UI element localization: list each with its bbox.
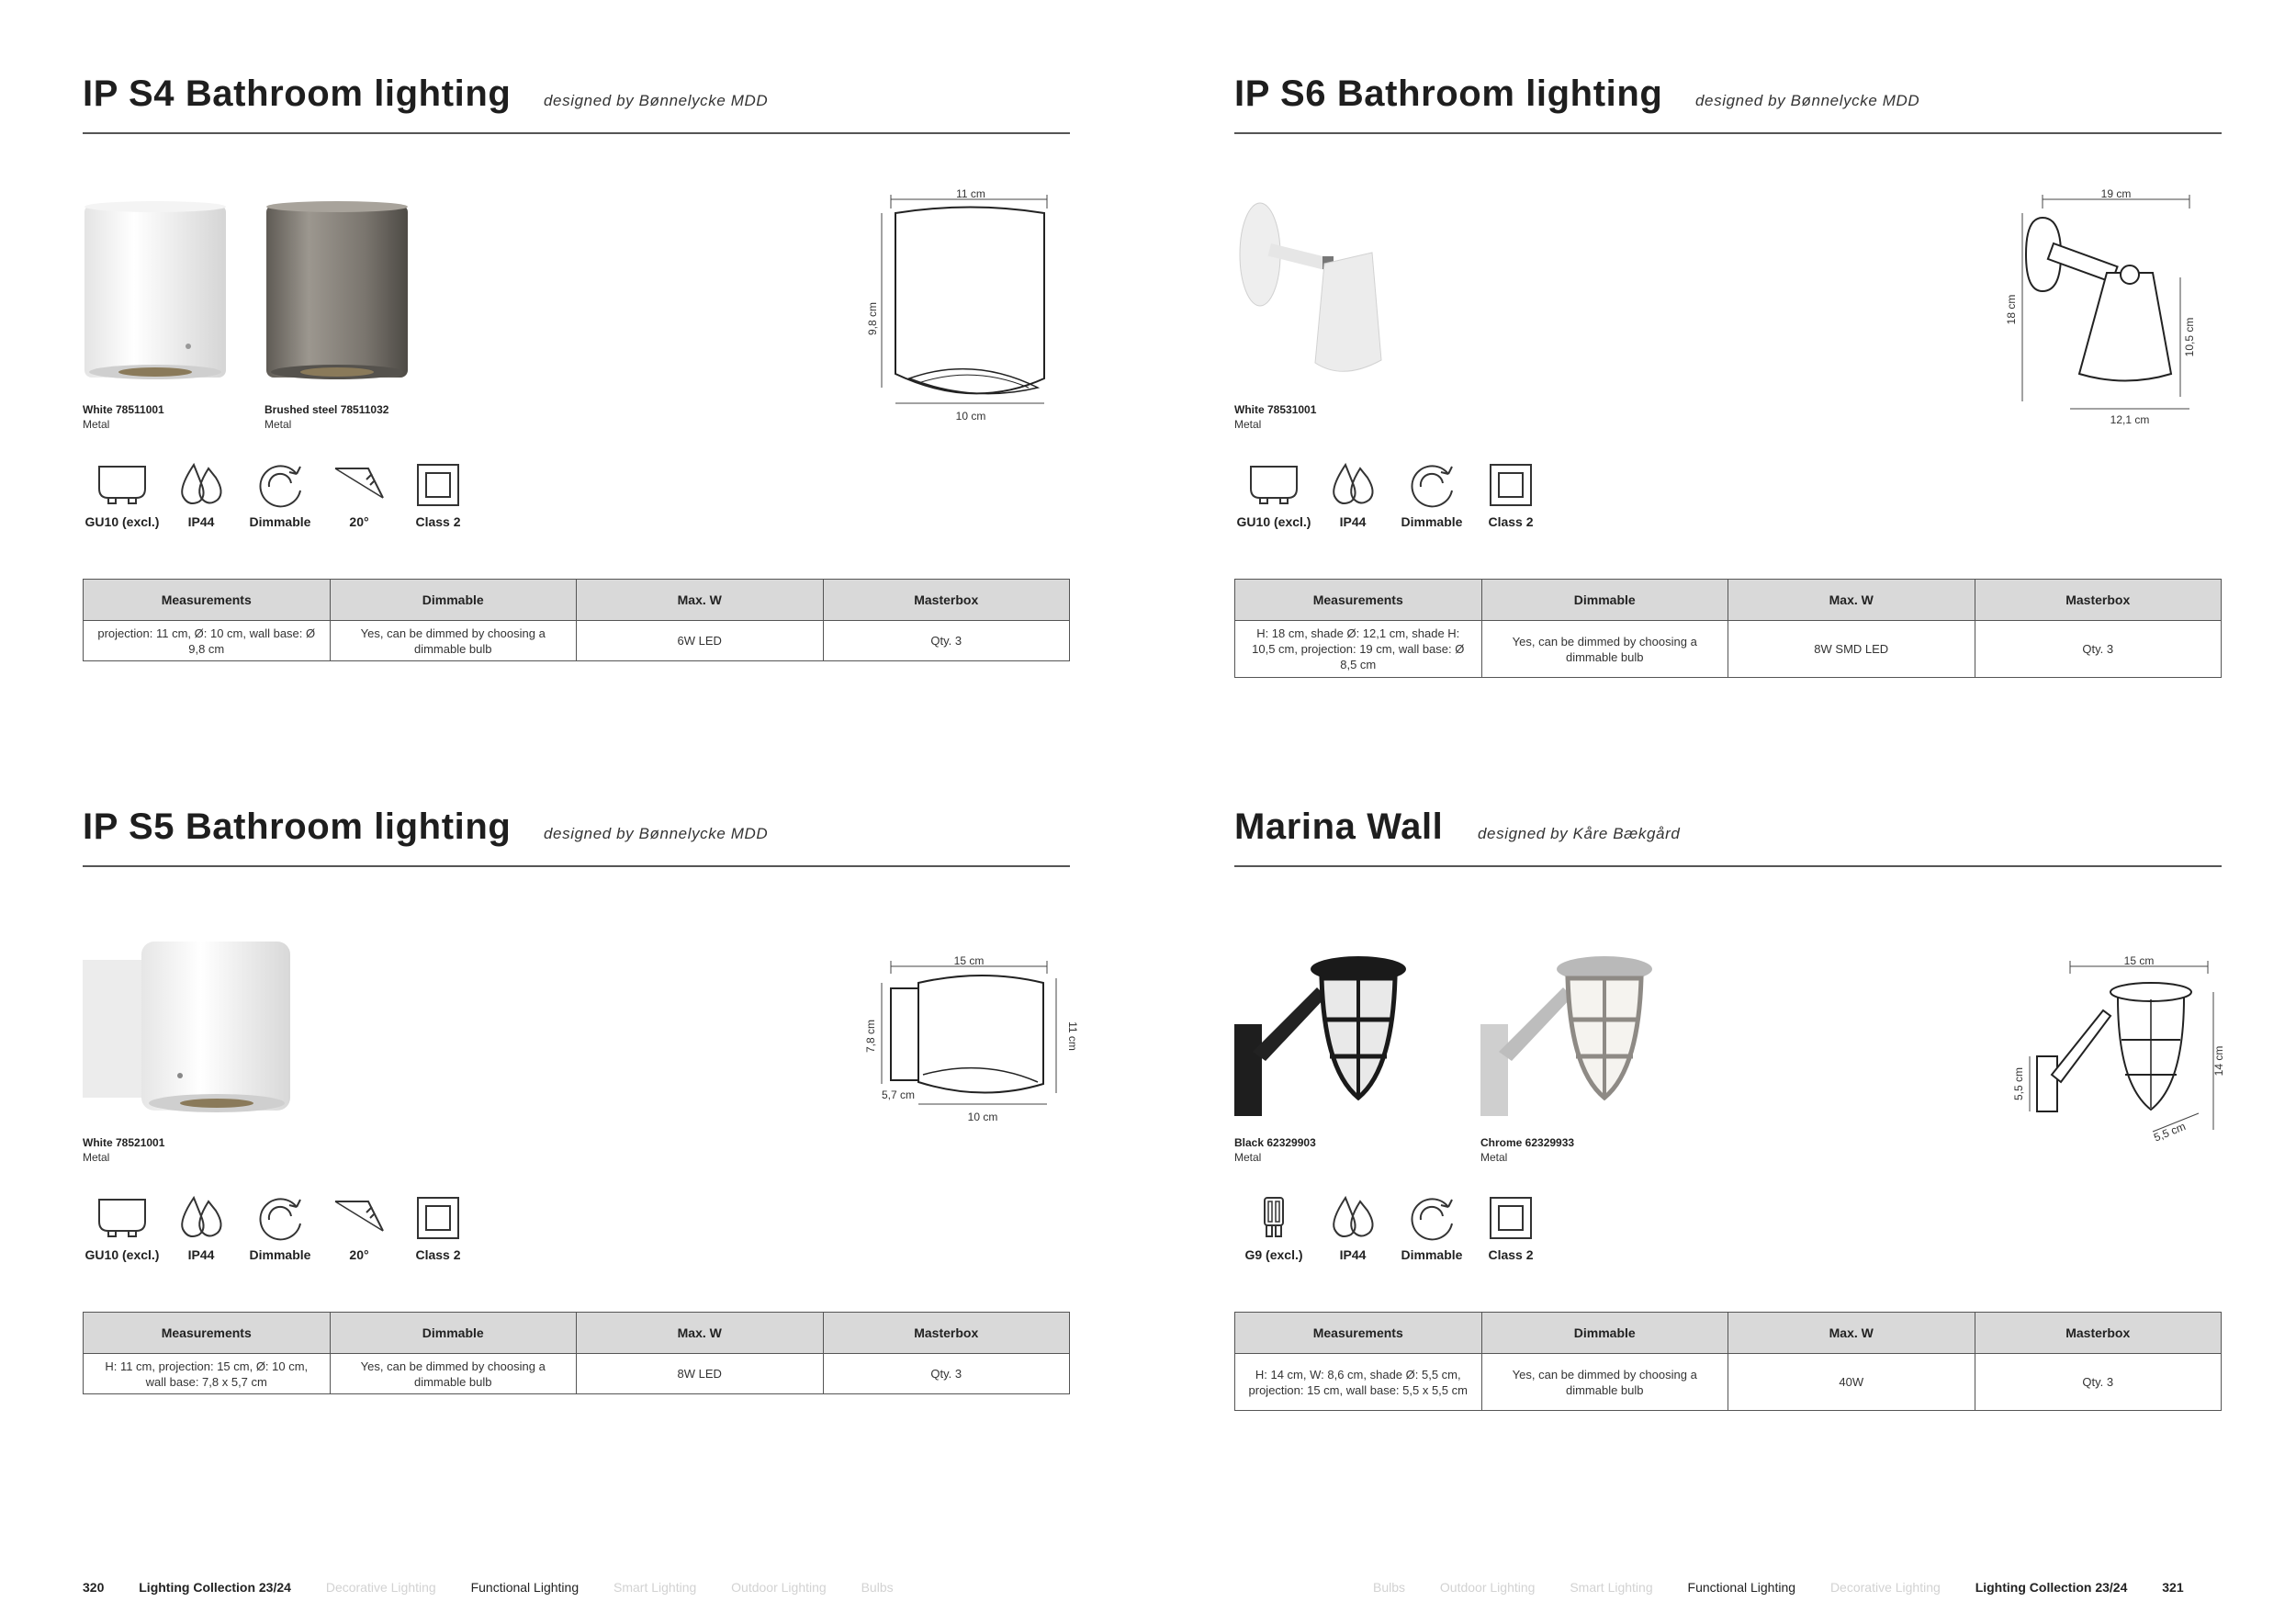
- class-2-icon: [411, 461, 466, 511]
- designer-credit: designed by Bønnelycke MDD: [544, 825, 769, 842]
- col-measurements: Measurements: [1235, 1313, 1482, 1354]
- cell-dimmable: Yes, can be dimmed by choosing a dimmable bulb: [1481, 1354, 1728, 1411]
- feature-icons: [83, 1194, 560, 1295]
- feature-dimmable: [241, 461, 320, 530]
- feature-g9: [1234, 1194, 1313, 1263]
- product-name: White 78521001: [83, 1136, 165, 1149]
- gu10-icon: [1246, 461, 1301, 511]
- feature-label: IP44: [187, 514, 215, 529]
- nav-link-smart[interactable]: Smart Lighting: [1570, 1580, 1653, 1595]
- dim-width-label: 15 cm: [2123, 954, 2155, 967]
- feature-label: Class 2: [415, 514, 461, 529]
- feature-label: Dimmable: [249, 1247, 311, 1262]
- nav-link-decorative[interactable]: Decorative Lighting: [1829, 1580, 1941, 1595]
- feature-icons: [1234, 1194, 1712, 1295]
- dim-right-label: 11 cm: [1066, 1021, 1079, 1051]
- feature-label: G9 (excl.): [1244, 1247, 1303, 1262]
- footer-right: [1373, 1580, 2184, 1595]
- cell-dimmable: Yes, can be dimmed by choosing a dimmable bulb: [330, 1354, 577, 1394]
- cell-max-w: 6W LED: [577, 621, 824, 661]
- feature-gu10: [83, 1194, 162, 1263]
- page-number: 320: [83, 1580, 105, 1595]
- feature-label: GU10 (excl.): [1236, 514, 1311, 529]
- product-material: Metal: [1480, 1151, 1508, 1164]
- cell-dimmable: Yes, can be dimmed by choosing a dimmable bulb: [1481, 621, 1728, 678]
- dimension-drawing: [2005, 187, 2226, 429]
- col-max-w: Max. W: [577, 580, 824, 621]
- product-name: Chrome 62329933: [1480, 1136, 1575, 1149]
- product-photo-white: [83, 932, 230, 1190]
- section-title: IP S5 Bathroom lighting: [83, 806, 512, 847]
- cell-measurements: H: 14 cm, W: 8,6 cm, shade Ø: 5,5 cm, projection: 15 cm, wall base: 5,5 x 5,5 cm: [1235, 1354, 1482, 1411]
- section-header: [1234, 799, 2222, 867]
- section-header: [83, 799, 1070, 867]
- dim-height-label: 18 cm: [2005, 294, 2018, 325]
- designer-credit: designed by Bønnelycke MDD: [544, 92, 769, 109]
- table-row: [84, 621, 1070, 661]
- ip44-drops-icon: [174, 1194, 229, 1244]
- nav-link-outdoor[interactable]: Outdoor Lighting: [731, 1580, 827, 1595]
- collection-name: Lighting Collection 23/24: [1975, 1580, 2128, 1595]
- col-masterbox: Masterbox: [823, 1313, 1070, 1354]
- footer-left: [83, 1580, 925, 1595]
- ip-s6-white-image: [1234, 199, 1390, 392]
- beam-angle-icon: [332, 461, 387, 511]
- nav-link-smart[interactable]: Smart Lighting: [613, 1580, 697, 1595]
- col-masterbox: Masterbox: [1975, 1313, 2222, 1354]
- ip44-drops-icon: [174, 461, 229, 511]
- feature-label: Class 2: [415, 1247, 461, 1262]
- col-dimmable: Dimmable: [330, 580, 577, 621]
- feature-ip44: [162, 461, 241, 530]
- ip-s4-steel-image: [264, 199, 411, 392]
- gu10-icon: [95, 461, 150, 511]
- nav-link-bulbs[interactable]: Bulbs: [861, 1580, 894, 1595]
- col-measurements: Measurements: [84, 1313, 331, 1354]
- dim-bottom-label: 10 cm: [955, 410, 986, 423]
- product-photo-chrome: [1480, 932, 1627, 1190]
- feature-beam-angle: [320, 461, 399, 530]
- product-name: White 78511001: [83, 403, 164, 416]
- col-measurements: Measurements: [84, 580, 331, 621]
- dim-height-label: 7,8 cm: [864, 1019, 877, 1054]
- spec-table: [1234, 579, 2222, 678]
- cell-masterbox: Qty. 3: [1975, 621, 2222, 678]
- nav-link-decorative[interactable]: Decorative Lighting: [325, 1580, 436, 1595]
- nav-link-functional[interactable]: Functional Lighting: [1687, 1580, 1796, 1595]
- dim-bottom-label: 10 cm: [967, 1111, 998, 1123]
- feature-label: 20°: [349, 514, 369, 529]
- feature-ip44: [162, 1194, 241, 1263]
- dimmable-icon: [253, 461, 308, 511]
- section-title: IP S6 Bathroom lighting: [1234, 73, 1663, 114]
- cell-max-w: 8W SMD LED: [1728, 621, 1975, 678]
- product-material: Metal: [1234, 418, 1262, 431]
- section-title: Marina Wall: [1234, 806, 1444, 847]
- col-masterbox: Masterbox: [823, 580, 1070, 621]
- g9-icon: [1246, 1194, 1301, 1244]
- cell-max-w: 8W LED: [577, 1354, 824, 1394]
- dim-width-label: 15 cm: [953, 954, 985, 967]
- spec-table: [1234, 1312, 2222, 1411]
- dimension-drawing: [2012, 954, 2226, 1145]
- gu10-icon: [95, 1194, 150, 1244]
- cell-measurements: H: 18 cm, shade Ø: 12,1 cm, shade H: 10,5 cm, projection: 19 cm, wall base: Ø 8,5 cm: [1235, 621, 1482, 678]
- ip44-drops-icon: [1325, 461, 1380, 511]
- nav-link-functional[interactable]: Functional Lighting: [470, 1580, 580, 1595]
- dim-width-label: 19 cm: [2100, 187, 2132, 200]
- feature-dimmable: [1392, 461, 1471, 530]
- product-material: Metal: [264, 418, 292, 431]
- spec-table: [83, 579, 1070, 661]
- nav-link-outdoor[interactable]: Outdoor Lighting: [1439, 1580, 1536, 1595]
- feature-class-2: [399, 1194, 478, 1263]
- dim-diag-label: 5,5 cm: [2152, 1120, 2188, 1145]
- cell-masterbox: Qty. 3: [823, 1354, 1070, 1394]
- dim-height-label: 14 cm: [2212, 1045, 2225, 1077]
- feature-beam-angle: [320, 1194, 399, 1263]
- dimension-drawing: [863, 955, 1093, 1139]
- cell-max-w: 40W: [1728, 1354, 1975, 1411]
- class-2-icon: [1483, 1194, 1538, 1244]
- designer-credit: designed by Kåre Bækgård: [1478, 825, 1681, 842]
- col-max-w: Max. W: [1728, 580, 1975, 621]
- cell-masterbox: Qty. 3: [823, 621, 1070, 661]
- product-material: Metal: [1234, 1151, 1262, 1164]
- feature-label: IP44: [1339, 514, 1367, 529]
- feature-label: 20°: [349, 1247, 369, 1262]
- class-2-icon: [411, 1194, 466, 1244]
- feature-icons: [83, 461, 560, 562]
- feature-label: GU10 (excl.): [84, 514, 160, 529]
- feature-dimmable: [1392, 1194, 1471, 1263]
- feature-dimmable: [241, 1194, 320, 1263]
- feature-class-2: [1471, 461, 1550, 530]
- cell-dimmable: Yes, can be dimmed by choosing a dimmable bulb: [330, 621, 577, 661]
- dimmable-icon: [1404, 1194, 1459, 1244]
- feature-gu10: [83, 461, 162, 530]
- spec-table: [83, 1312, 1070, 1394]
- page-number: 321: [2162, 1580, 2184, 1595]
- cell-masterbox: Qty. 3: [1975, 1354, 2222, 1411]
- feature-label: Dimmable: [1401, 514, 1463, 529]
- nav-link-bulbs[interactable]: Bulbs: [1373, 1580, 1406, 1595]
- col-masterbox: Masterbox: [1975, 580, 2222, 621]
- collection-name: Lighting Collection 23/24: [139, 1580, 291, 1595]
- feature-ip44: [1313, 1194, 1392, 1263]
- feature-class-2: [1471, 1194, 1550, 1263]
- feature-label: Dimmable: [249, 514, 311, 529]
- ip-s4-white-image: [83, 199, 230, 392]
- feature-label: IP44: [187, 1247, 215, 1262]
- section-header: [83, 66, 1070, 134]
- marina-chrome-image: [1480, 932, 1683, 1125]
- cell-measurements: projection: 11 cm, Ø: 10 cm, wall base: Ø 9,8 cm: [84, 621, 331, 661]
- dim-bottom-label: 12,1 cm: [2110, 413, 2150, 426]
- marina-black-image: [1234, 932, 1436, 1125]
- feature-label: GU10 (excl.): [84, 1247, 160, 1262]
- col-max-w: Max. W: [1728, 1313, 1975, 1354]
- table-row: [1235, 621, 2222, 678]
- product-name: Brushed steel 78511032: [264, 403, 389, 416]
- product-photo-brushed-steel: [264, 199, 411, 457]
- feature-label: Class 2: [1488, 1247, 1534, 1262]
- feature-icons: [1234, 461, 1712, 562]
- dimmable-icon: [253, 1194, 308, 1244]
- table-row: [84, 1354, 1070, 1394]
- designer-credit: designed by Bønnelycke MDD: [1695, 92, 1920, 109]
- table-row: [1235, 1354, 2222, 1411]
- product-photo-white: [1234, 199, 1381, 457]
- col-dimmable: Dimmable: [330, 1313, 577, 1354]
- product-photo-white: [83, 199, 230, 457]
- col-max-w: Max. W: [577, 1313, 824, 1354]
- dim-width-label: 11 cm: [956, 187, 985, 200]
- dim-height-label: 9,8 cm: [866, 301, 879, 336]
- product-photo-black: [1234, 932, 1381, 1190]
- dim-shade-label: 10,5 cm: [2183, 317, 2196, 357]
- beam-angle-icon: [332, 1194, 387, 1244]
- ip-s5-white-image: [83, 932, 303, 1125]
- col-measurements: Measurements: [1235, 580, 1482, 621]
- section-title: IP S4 Bathroom lighting: [83, 73, 512, 114]
- dimension-drawing: [863, 187, 1093, 429]
- class-2-icon: [1483, 461, 1538, 511]
- col-dimmable: Dimmable: [1481, 580, 1728, 621]
- dim-left-label: 5,5 cm: [2012, 1066, 2025, 1101]
- col-dimmable: Dimmable: [1481, 1313, 1728, 1354]
- ip44-drops-icon: [1325, 1194, 1380, 1244]
- feature-class-2: [399, 461, 478, 530]
- feature-ip44: [1313, 461, 1392, 530]
- cell-measurements: H: 11 cm, projection: 15 cm, Ø: 10 cm, wall base: 7,8 x 5,7 cm: [84, 1354, 331, 1394]
- product-material: Metal: [83, 418, 110, 431]
- product-name: White 78531001: [1234, 403, 1317, 416]
- product-name: Black 62329903: [1234, 1136, 1316, 1149]
- dim-base-label: 5,7 cm: [881, 1088, 916, 1101]
- feature-label: Dimmable: [1401, 1247, 1463, 1262]
- dimmable-icon: [1404, 461, 1459, 511]
- feature-label: IP44: [1339, 1247, 1367, 1262]
- product-material: Metal: [83, 1151, 110, 1164]
- feature-label: Class 2: [1488, 514, 1534, 529]
- section-header: [1234, 66, 2222, 134]
- feature-gu10: [1234, 461, 1313, 530]
